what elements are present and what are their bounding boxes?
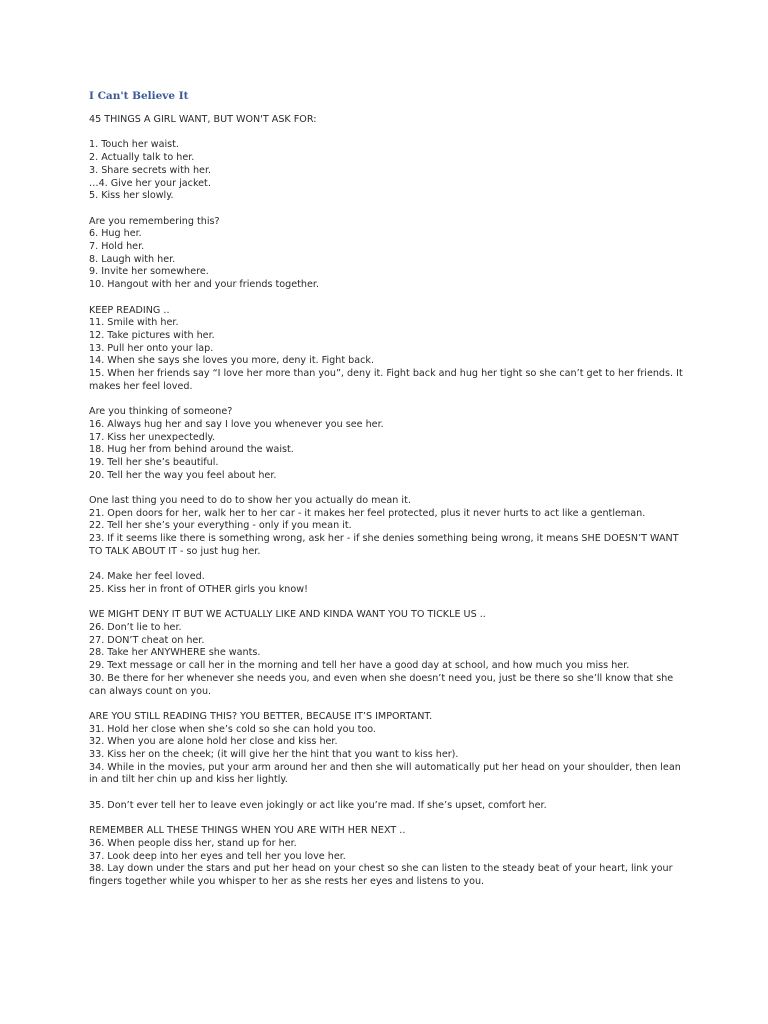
paragraph bbox=[89, 139, 689, 203]
paragraph bbox=[89, 711, 689, 787]
text-line: 21. Open doors for her, walk her to her car - it makes her feel protected, plus it never hurts to act like a gentleman. bbox=[89, 507, 646, 519]
text-line: 12. Take pictures with her. bbox=[89, 329, 215, 341]
text-line: 2. Actually talk to her. bbox=[89, 152, 195, 164]
text-line: Are you thinking of someone? bbox=[89, 406, 233, 418]
text-line: 8. Laugh with her. bbox=[89, 253, 176, 265]
text-line: ARE YOU STILL READING THIS? YOU BETTER, BECAUSE IT’S IMPORTANT. bbox=[89, 710, 433, 722]
text-line: 7. Hold her. bbox=[89, 241, 145, 252]
text-line: 28. Take her ANYWHERE she wants. bbox=[89, 647, 261, 659]
text-line: 30. Be there for her whenever she needs you, and even when she doesn’t need you, just be there so she’ll know that she can always count on you. bbox=[89, 672, 674, 697]
paragraph bbox=[89, 495, 689, 559]
text-line: WE MIGHT DENY IT BUT WE ACTUALLY LIKE AND KINDA WANT YOU TO TICKLE US .. bbox=[89, 609, 486, 621]
text-line: 26. Don’t lie to her. bbox=[89, 622, 182, 634]
text-line: 5. Kiss her slowly. bbox=[89, 190, 174, 202]
text-line: 20. Tell her the way you feel about her. bbox=[89, 469, 277, 481]
text-line: KEEP READING .. bbox=[89, 304, 170, 316]
text-line: REMEMBER ALL THESE THINGS WHEN YOU ARE WITH HER NEXT .. bbox=[89, 825, 406, 837]
text-line: 35. Don’t ever tell her to leave even jokingly or act like you’re mad. If she’s upset, comfort her. bbox=[89, 799, 547, 811]
text-line: 16. Always hug her and say I love you whenever you see her. bbox=[89, 418, 384, 430]
text-line: 36. When people diss her, stand up for her. bbox=[89, 837, 297, 849]
document-title: I Can't Believe It bbox=[89, 90, 189, 102]
text-line: 23. If it seems like there is something wrong, ask her - if she denies something being wrong, it means SHE DOESN’T WANT TO TALK ABOUT IT - so just hug her. bbox=[89, 533, 679, 557]
text-line: 25. Kiss her in front of OTHER girls you know! bbox=[89, 583, 308, 595]
text-line: 1. Touch her waist. bbox=[89, 139, 179, 151]
paragraph bbox=[89, 305, 689, 394]
document-body bbox=[89, 114, 689, 901]
text-line: 29. Text message or call her in the morning and tell her have a good day at school, and how much you miss her. bbox=[89, 660, 630, 672]
text-line: 32. When you are alone hold her close and kiss her. bbox=[89, 736, 338, 748]
text-line: 24. Make her feel loved. bbox=[89, 571, 205, 583]
paragraph bbox=[89, 609, 689, 698]
text-line: 19. Tell her she’s beautiful. bbox=[89, 456, 219, 468]
text-line: 10. Hangout with her and your friends together. bbox=[89, 279, 320, 291]
text-line: 6. Hug her. bbox=[89, 228, 142, 240]
text-line: 45 THINGS A GIRL WANT, BUT WON'T ASK FOR: bbox=[89, 114, 317, 125]
paragraph bbox=[89, 406, 689, 482]
text-line: 33. Kiss her on the cheek; (it will give her the hint that you want to kiss her). bbox=[89, 749, 459, 761]
text-line: 11. Smile with her. bbox=[89, 317, 179, 329]
text-line: 37. Look deep into her eyes and tell her you love her. bbox=[89, 850, 346, 862]
text-line: 14. When she says she loves you more, deny it. Fight back. bbox=[89, 355, 375, 367]
text-line: 18. Hug her from behind around the waist. bbox=[89, 444, 294, 456]
text-line: 3. Share secrets with her. bbox=[89, 164, 212, 176]
text-line: 38. Lay down under the stars and put her head on your chest so she can listen to the steady beat of your heart, link your fingers together while you whisper to her as she rests her eyes and listens to you. bbox=[89, 863, 673, 888]
paragraph bbox=[89, 114, 689, 127]
text-line: 13. Pull her onto your lap. bbox=[89, 342, 214, 354]
paragraph bbox=[89, 571, 689, 596]
text-line: 31. Hold her close when she’s cold so she can hold you too. bbox=[89, 723, 376, 735]
text-line: 9. Invite her somewhere. bbox=[89, 266, 209, 278]
text-line: 17. Kiss her unexpectedly. bbox=[89, 431, 215, 443]
text-line: One last thing you need to do to show her you actually do mean it. bbox=[89, 495, 411, 507]
text-line: 34. While in the movies, put your arm around her and then she will automatically put her head on your shoulder, then lean in and tilt her chin up and kiss her lightly. bbox=[89, 761, 681, 786]
text-line: 22. Tell her she’s your everything - only if you mean it. bbox=[89, 520, 352, 532]
paragraph bbox=[89, 216, 689, 292]
text-line: Are you remembering this? bbox=[89, 215, 220, 227]
paragraph bbox=[89, 800, 689, 813]
paragraph bbox=[89, 825, 689, 889]
text-line: 27. DON’T cheat on her. bbox=[89, 634, 205, 646]
text-line: …4. Give her your jacket. bbox=[89, 177, 211, 189]
text-line: 15. When her friends say “I love her more than you”, deny it. Fight back and hug her tight so she can’t get to her friends. It makes her feel loved. bbox=[89, 368, 683, 392]
